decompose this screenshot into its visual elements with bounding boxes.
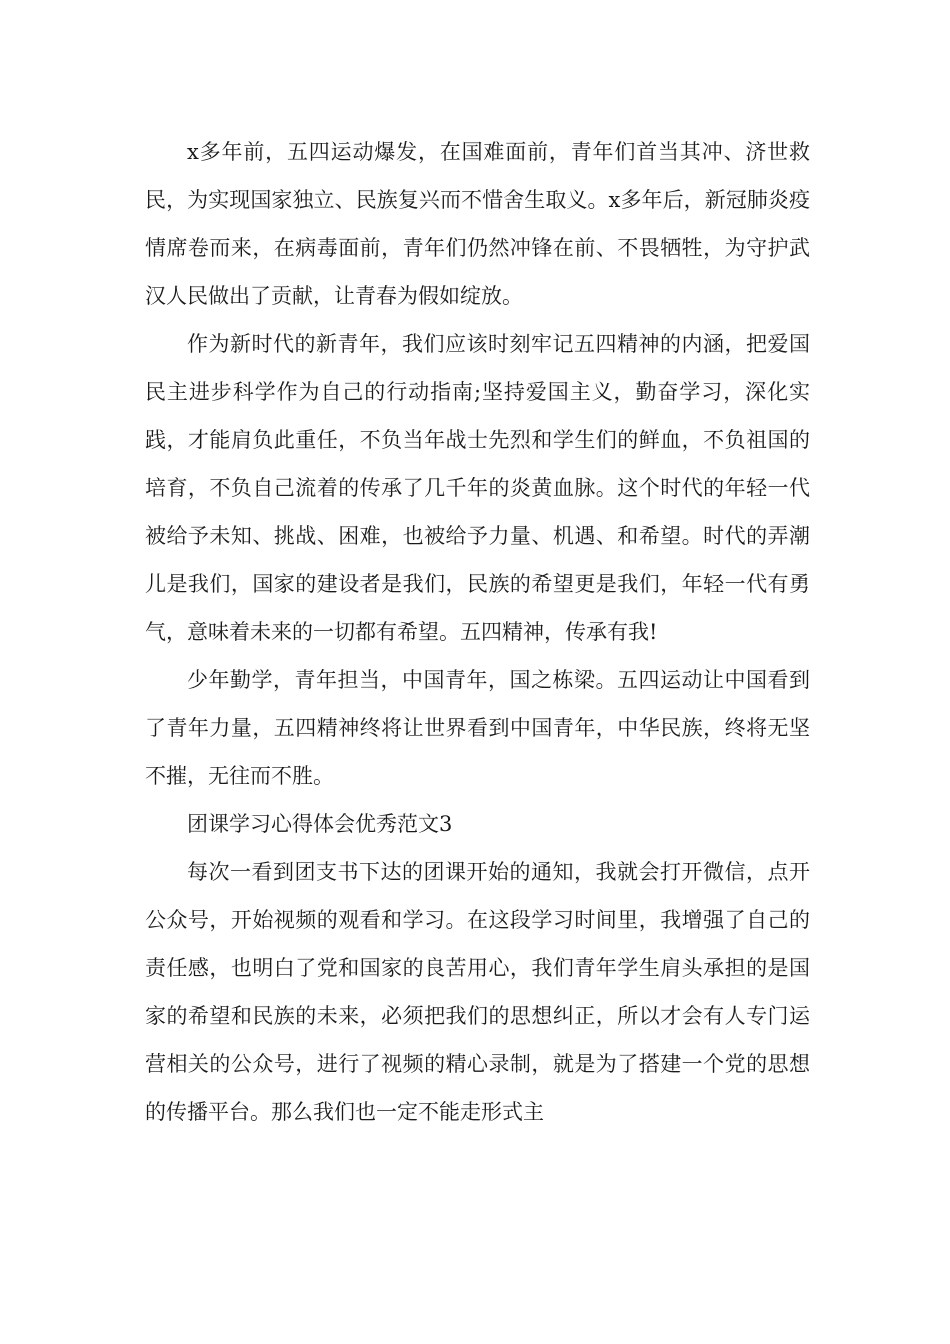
section-heading: 团课学习心得体会优秀范文3 bbox=[187, 812, 453, 836]
paragraph-may-fourth-history: x多年前，五四运动爆发，在国难面前，青年们首当其冲、济世救民，为实现国家独立、民族复兴而不惜舍生取义。x多年后，新冠肺炎疫情席卷而来，在病毒面前，青年们仍然冲锋在前、不畏牺牲，为守护武汉人民做出了贡献，让青春为假如绽放。 bbox=[145, 140, 810, 308]
paragraph-new-era-youth: 作为新时代的新青年，我们应该时刻牢记五四精神的内涵，把爱国民主进步科学作为自己的行动指南;坚持爱国主义，勤奋学习，深化实践，才能肩负此重任，不负当年战士先烈和学生们的鲜血，不负祖国的培育，不负自己流着的传承了几千年的炎黄血脉。这个时代的年轻一代被给予未知、挑战、困难，也被给予力量、机遇、和希望。时代的弄潮儿是我们，国家的建设者是我们，民族的希望更是我们，年轻一代有勇气，意味着未来的一切都有希望。五四精神，传承有我! bbox=[145, 332, 810, 644]
document-body bbox=[145, 128, 810, 1136]
paragraph-league-lesson: 每次一看到团支书下达的团课开始的通知，我就会打开微信，点开公众号，开始视频的观看和学习。在这段学习时间里，我增强了自己的责任感，也明白了党和国家的良苦用心，我们青年学生肩头承担的是国家的希望和民族的未来，必须把我们的思想纠正，所以才会有人专门运营相关的公众号，进行了视频的精心录制，就是为了搭建一个党的思想的传播平台。那么我们也一定不能走形式主 bbox=[145, 860, 810, 1124]
paragraph-youth-responsibility: 少年勤学，青年担当，中国青年，国之栋梁。五四运动让中国看到了青年力量，五四精神终将让世界看到中国青年，中华民族，终将无坚不摧，无往而不胜。 bbox=[145, 668, 810, 788]
